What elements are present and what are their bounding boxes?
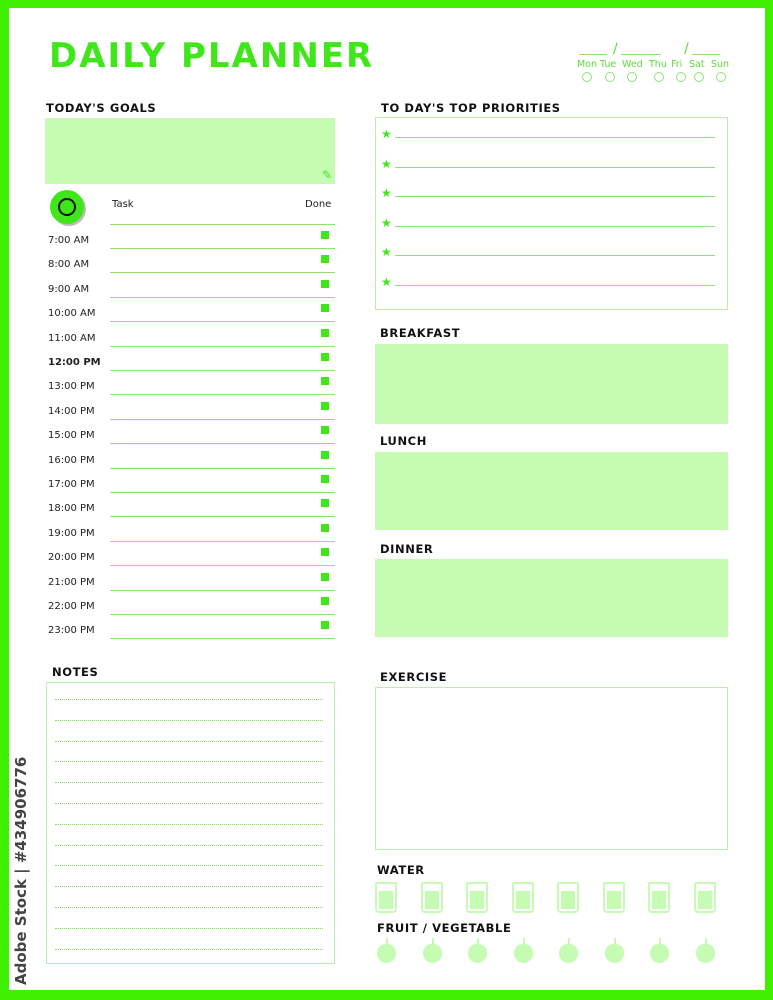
- time-label: 22:00 PM: [48, 601, 95, 612]
- apple-stem: [477, 938, 479, 945]
- exercise-input[interactable]: [375, 687, 728, 850]
- time-label: 19:00 PM: [48, 527, 95, 539]
- notes-line: [55, 865, 323, 866]
- apple-stem: [614, 938, 616, 945]
- done-checkbox[interactable]: [321, 548, 329, 556]
- notes-line: [55, 803, 323, 804]
- notes-line: [55, 907, 323, 908]
- task-input-line[interactable]: [110, 492, 335, 493]
- done-checkbox[interactable]: [321, 573, 329, 581]
- time-label: 8:00 AM: [48, 259, 90, 271]
- task-input-line[interactable]: [110, 541, 335, 542]
- notes-heading: NOTES: [52, 665, 99, 679]
- water-glass-icon[interactable]: [603, 882, 625, 913]
- task-input-line[interactable]: [110, 565, 335, 566]
- water-glass-icon[interactable]: [466, 882, 488, 913]
- task-input-line[interactable]: [110, 272, 335, 273]
- star-icon: ★: [381, 215, 392, 230]
- apple-icon[interactable]: [514, 944, 533, 963]
- notes-line: [55, 886, 323, 887]
- apple-icon[interactable]: [605, 944, 624, 963]
- task-input-line[interactable]: [110, 468, 335, 469]
- notes-area[interactable]: [46, 682, 335, 964]
- weekday-label: Thu: [649, 59, 667, 70]
- lunch-input[interactable]: [375, 452, 728, 530]
- priority-input-line[interactable]: [395, 137, 715, 138]
- weekday-label: Sun: [711, 59, 730, 70]
- priorities-heading: TO DAY'S TOP PRIORITIES: [381, 101, 561, 115]
- task-header: Task: [112, 199, 134, 210]
- water-glass-icon[interactable]: [512, 882, 534, 913]
- notes-line: [55, 824, 323, 825]
- time-label: 16:00 PM: [48, 454, 95, 466]
- done-checkbox[interactable]: [321, 377, 329, 385]
- weekday-checkbox[interactable]: [627, 72, 637, 82]
- weekday-label: Tue: [600, 59, 617, 70]
- done-checkbox[interactable]: [321, 499, 329, 507]
- date-separator: /: [684, 41, 689, 57]
- water-glass-icon[interactable]: [421, 882, 443, 913]
- breakfast-heading: BREAKFAST: [380, 326, 461, 340]
- apple-icon[interactable]: [559, 944, 578, 963]
- task-input-line[interactable]: [110, 419, 335, 420]
- weekday-checkbox[interactable]: [582, 72, 592, 82]
- apple-stem: [523, 938, 525, 945]
- weekday-checkbox[interactable]: [654, 72, 664, 82]
- apple-stem: [659, 938, 661, 945]
- priority-input-line[interactable]: [395, 226, 715, 227]
- dinner-heading: DINNER: [380, 542, 434, 556]
- done-checkbox[interactable]: [321, 353, 329, 361]
- time-label: 18:00 PM: [48, 503, 95, 515]
- time-label: 15:00 PM: [48, 430, 95, 442]
- notes-line: [55, 845, 323, 846]
- notes-line: [55, 782, 323, 783]
- done-checkbox[interactable]: [321, 255, 329, 263]
- notes-line: [55, 741, 323, 742]
- star-icon: ★: [381, 245, 392, 259]
- done-checkbox[interactable]: [321, 329, 329, 337]
- time-label: 9:00 AM: [48, 283, 90, 295]
- pencil-icon: ✎: [321, 168, 332, 182]
- weekday-selector: [577, 59, 757, 89]
- apple-icon[interactable]: [696, 944, 715, 963]
- task-input-line[interactable]: [110, 614, 335, 615]
- weekday-label: Sat: [689, 59, 705, 70]
- done-checkbox[interactable]: [321, 426, 329, 434]
- apple-stem: [568, 938, 570, 945]
- water-glass-icon[interactable]: [694, 882, 716, 913]
- done-checkbox[interactable]: [321, 621, 329, 629]
- water-glass-icon[interactable]: [648, 882, 670, 913]
- apple-stem: [386, 938, 388, 945]
- lunch-heading: LUNCH: [380, 434, 427, 448]
- notes-line: [55, 949, 323, 950]
- time-label: 10:00 AM: [48, 308, 96, 320]
- page-title: DAILY PLANNER: [49, 36, 375, 76]
- notes-line: [55, 928, 323, 929]
- priority-input-line[interactable]: [395, 196, 715, 197]
- dinner-input[interactable]: [375, 559, 728, 637]
- done-checkbox[interactable]: [321, 524, 329, 532]
- star-icon: ★: [381, 186, 392, 200]
- time-label: 7:00 AM: [48, 235, 90, 246]
- task-input-line[interactable]: [110, 394, 335, 395]
- apple-icon[interactable]: [468, 944, 487, 963]
- star-icon: ★: [381, 274, 392, 289]
- weekday-checkbox[interactable]: [676, 72, 686, 82]
- time-label: 20:00 PM: [48, 552, 95, 564]
- done-checkbox[interactable]: [321, 475, 329, 483]
- task-input-line[interactable]: [110, 443, 335, 444]
- exercise-heading: EXERCISE: [380, 670, 448, 684]
- time-label: 17:00 PM: [48, 479, 95, 490]
- apple-stem: [432, 938, 434, 945]
- notes-line: [55, 720, 323, 721]
- planner-page: [9, 8, 765, 990]
- breakfast-input[interactable]: [375, 344, 728, 424]
- notes-line: [55, 761, 323, 762]
- task-input-line[interactable]: [110, 297, 335, 298]
- watermark: Adobe Stock | #434906776: [12, 756, 30, 985]
- done-checkbox[interactable]: [321, 597, 329, 605]
- done-header: Done: [305, 199, 332, 210]
- goals-input[interactable]: [45, 118, 335, 184]
- done-checkbox[interactable]: [321, 402, 329, 410]
- clock-icon: [50, 190, 84, 224]
- task-input-line[interactable]: [110, 516, 335, 517]
- weekday-checkbox[interactable]: [605, 72, 615, 82]
- weekday-checkbox[interactable]: [716, 72, 726, 82]
- water-tracker: [375, 882, 735, 916]
- task-input-line[interactable]: [110, 638, 335, 639]
- weekday-label: Mon: [577, 59, 598, 70]
- fruit-heading: FRUIT / VEGETABLE: [377, 921, 512, 935]
- priorities-box: [375, 117, 728, 310]
- time-label: 21:00 PM: [48, 576, 95, 588]
- star-icon: ★: [381, 127, 392, 141]
- apple-icon[interactable]: [377, 944, 396, 963]
- weekday-label: Fri: [671, 59, 683, 70]
- water-glass-icon[interactable]: [557, 882, 579, 913]
- time-label: 11:00 AM: [48, 332, 96, 344]
- time-label: 23:00 PM: [48, 625, 95, 637]
- task-input-line[interactable]: [110, 248, 335, 249]
- notes-line: [55, 699, 323, 700]
- water-heading: WATER: [377, 863, 425, 877]
- time-label: 14:00 PM: [48, 405, 95, 417]
- done-checkbox[interactable]: [321, 451, 329, 459]
- priority-input-line[interactable]: [395, 255, 715, 256]
- weekday-label: Wed: [622, 59, 643, 70]
- priority-input-line[interactable]: [395, 285, 715, 286]
- time-label: 12:00 PM: [48, 357, 101, 368]
- fruit-tracker: [375, 937, 735, 967]
- goals-heading: TODAY'S GOALS: [46, 101, 157, 115]
- apple-icon[interactable]: [423, 944, 442, 963]
- task-input-line[interactable]: [110, 590, 335, 591]
- star-icon: ★: [381, 156, 392, 171]
- weekday-checkbox[interactable]: [694, 72, 704, 82]
- time-label: 13:00 PM: [48, 381, 95, 393]
- priority-input-line[interactable]: [395, 167, 715, 168]
- done-checkbox[interactable]: [321, 304, 329, 312]
- done-checkbox[interactable]: [321, 280, 329, 288]
- done-checkbox[interactable]: [321, 231, 329, 239]
- task-input-line[interactable]: [110, 321, 335, 322]
- water-glass-icon[interactable]: [375, 882, 397, 913]
- task-input-line[interactable]: [110, 370, 335, 371]
- task-input-line[interactable]: [110, 346, 335, 347]
- date-separator: /: [613, 41, 618, 57]
- apple-icon[interactable]: [650, 944, 669, 963]
- apple-stem: [705, 938, 707, 945]
